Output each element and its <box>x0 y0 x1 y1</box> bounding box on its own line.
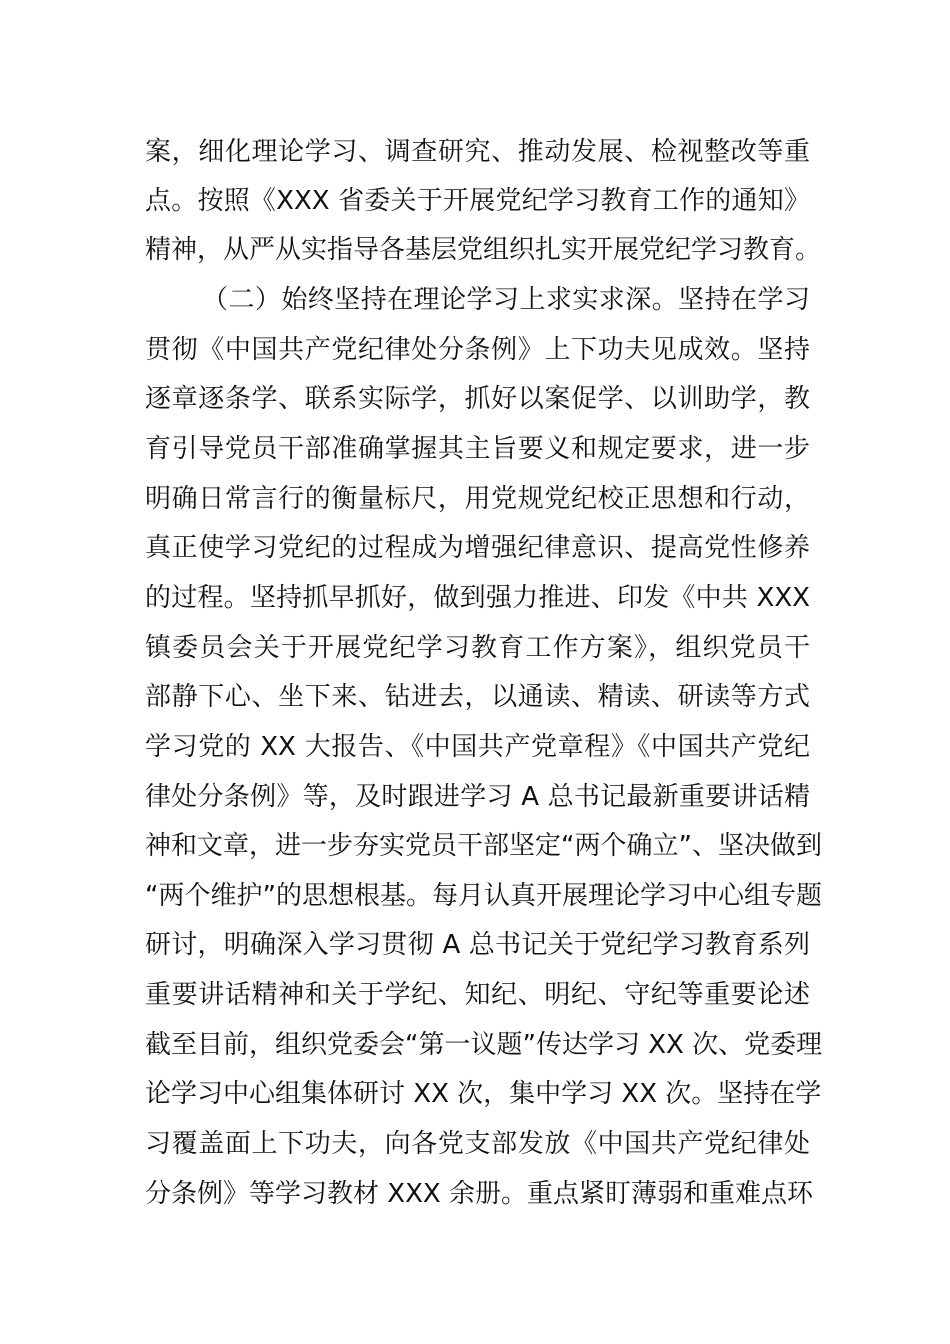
text-line: 逐章逐条学、联系实际学，抓好以案促学、以训助学，教 <box>145 384 810 414</box>
text-line: 论学习中心组集体研讨 XX 次，集中学习 XX 次。坚持在学 <box>145 1079 822 1109</box>
text-line: 的过程。坚持抓早抓好，做到强力推进、印发《中共 XXX <box>145 583 810 613</box>
text-line: 神和文章，进一步夯实党员干部坚定“两个确立”、坚决做到 <box>145 831 822 861</box>
text-line: 截至目前，组织党委会“第一议题”传达学习 XX 次、党委理 <box>145 1030 823 1060</box>
text-line: 点。按照《XXX 省委关于开展党纪学习教育工作的通知》 <box>145 186 810 216</box>
text-line: 镇委员会关于开展党纪学习教育工作方案》，组织党员干 <box>145 633 810 663</box>
text-line: 习覆盖面上下功夫，向各党支部发放《中国共产党纪律处 <box>145 1129 810 1159</box>
text-line: 学习党的 XX 大报告、《中国共产党章程》《中国共产党纪 <box>145 732 810 762</box>
text-line: 真正使学习党纪的过程成为增强纪律意识、提高党性修养 <box>145 533 810 563</box>
text-line: 育引导党员干部准确掌握其主旨要义和规定要求，进一步 <box>145 434 810 464</box>
text-line: 明确日常言行的衡量标尺，用党规党纪校正思想和行动， <box>145 484 810 514</box>
text-line: “两个维护”的思想根基。每月认真开展理论学习中心组专题 <box>145 881 822 911</box>
section-heading-line: （二）始终坚持在理论学习上求实求深。坚持在学习 <box>202 285 810 315</box>
text-line: 重要讲话精神和关于学纪、知纪、明纪、守纪等重要论述 <box>145 980 810 1010</box>
text-line: 贯彻《中国共产党纪律处分条例》上下功夫见成效。坚持 <box>145 335 810 365</box>
text-line: 律处分条例》等，及时跟进学习 A 总书记最新重要讲话精 <box>145 782 810 812</box>
text-line: 研讨，明确深入学习贯彻 A 总书记关于党纪学习教育系列 <box>145 930 810 960</box>
text-line: 案，细化理论学习、调查研究、推动发展、检视整改等重 <box>145 137 810 167</box>
text-line: 部静下心、坐下来、钻进去，以通读、精读、研读等方式 <box>145 682 810 712</box>
text-line: 分条例》等学习教材 XXX 余册。重点紧盯薄弱和重难点环 <box>145 1179 813 1209</box>
text-line: 精神，从严从实指导各基层党组织扎实开展党纪学习教育。 <box>145 235 822 265</box>
